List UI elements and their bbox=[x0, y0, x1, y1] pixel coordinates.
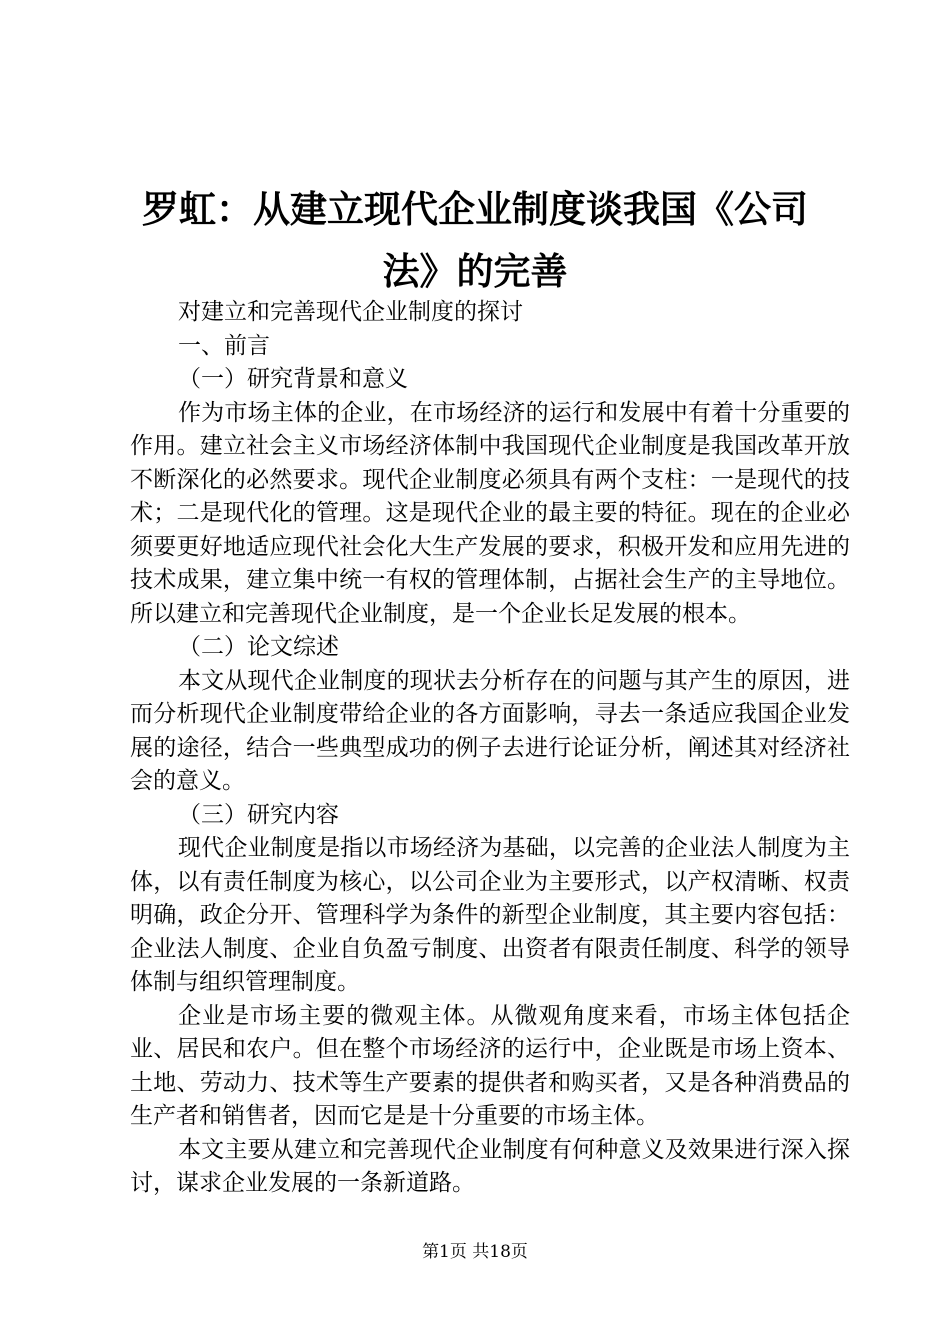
document-body bbox=[130, 296, 850, 1201]
paragraph-background: 作为市场主体的企业，在市场经济的运行和发展中有着十分重要的作用。建立社会主义市场经济体制中我国现代企业制度是我国改革开放不断深化的必然要求。现代企业制度必须具有两个支柱：一是现代的技术；二是现代化的管理。这是现代企业的最主要的特征。现在的企业必须要更好地适应现代社会化大生产发展的要求，积极开发和应用先进的技术成果，建立集中统一有权的管理体制，占据社会生产的主导地位。所以建立和完善现代企业制度，是一个企业长足发展的根本。 bbox=[130, 399, 850, 627]
paragraph-content-market: 企业是市场主要的微观主体。从微观角度来看，市场主体包括企业、居民和农户。但在整个市场经济的运行中，企业既是市场上资本、土地、劳动力、技术等生产要素的提供者和购买者，又是各种消费品的生产者和销售者，因而它是是十分重要的市场主体。 bbox=[130, 1002, 850, 1129]
subheading-background: （一）研究背景和意义 bbox=[178, 366, 408, 392]
document-title: 罗虹：从建立现代企业制度谈我国《公司法》的完善 bbox=[142, 187, 808, 293]
subheading-content: （三）研究内容 bbox=[178, 801, 339, 828]
paragraph-content-definition: 现代企业制度是指以市场经济为基础，以完善的企业法人制度为主体，以有责任制度为核心，以公司企业为主要形式，以产权清晰、权责明确，政企分开、管理科学为条件的新型企业制度，其主要内容包括：企业法人制度、企业自负盈亏制度、出资者有限责任制度、科学的领导体制与组织管理制度。 bbox=[130, 835, 850, 995]
section-heading-preface: 一、前言 bbox=[178, 332, 270, 359]
section-subtitle: 对建立和完善现代企业制度的探讨 bbox=[178, 299, 523, 325]
page-footer: 第1页 共18页 bbox=[422, 1242, 528, 1262]
subheading-review: （二）论文综述 bbox=[178, 634, 339, 660]
paragraph-review: 本文从现代企业制度的现状去分析存在的问题与其产生的原因，进而分析现代企业制度带给企业的各方面影响，寻去一条适应我国企业发展的途径，结合一些典型成功的例子去进行论证分析，阐述其对经济社会的意义。 bbox=[130, 667, 850, 794]
paragraph-content-purpose: 本文主要从建立和完善现代企业制度有何种意义及效果进行深入探讨，谋求企业发展的一条新道路。 bbox=[130, 1136, 850, 1196]
